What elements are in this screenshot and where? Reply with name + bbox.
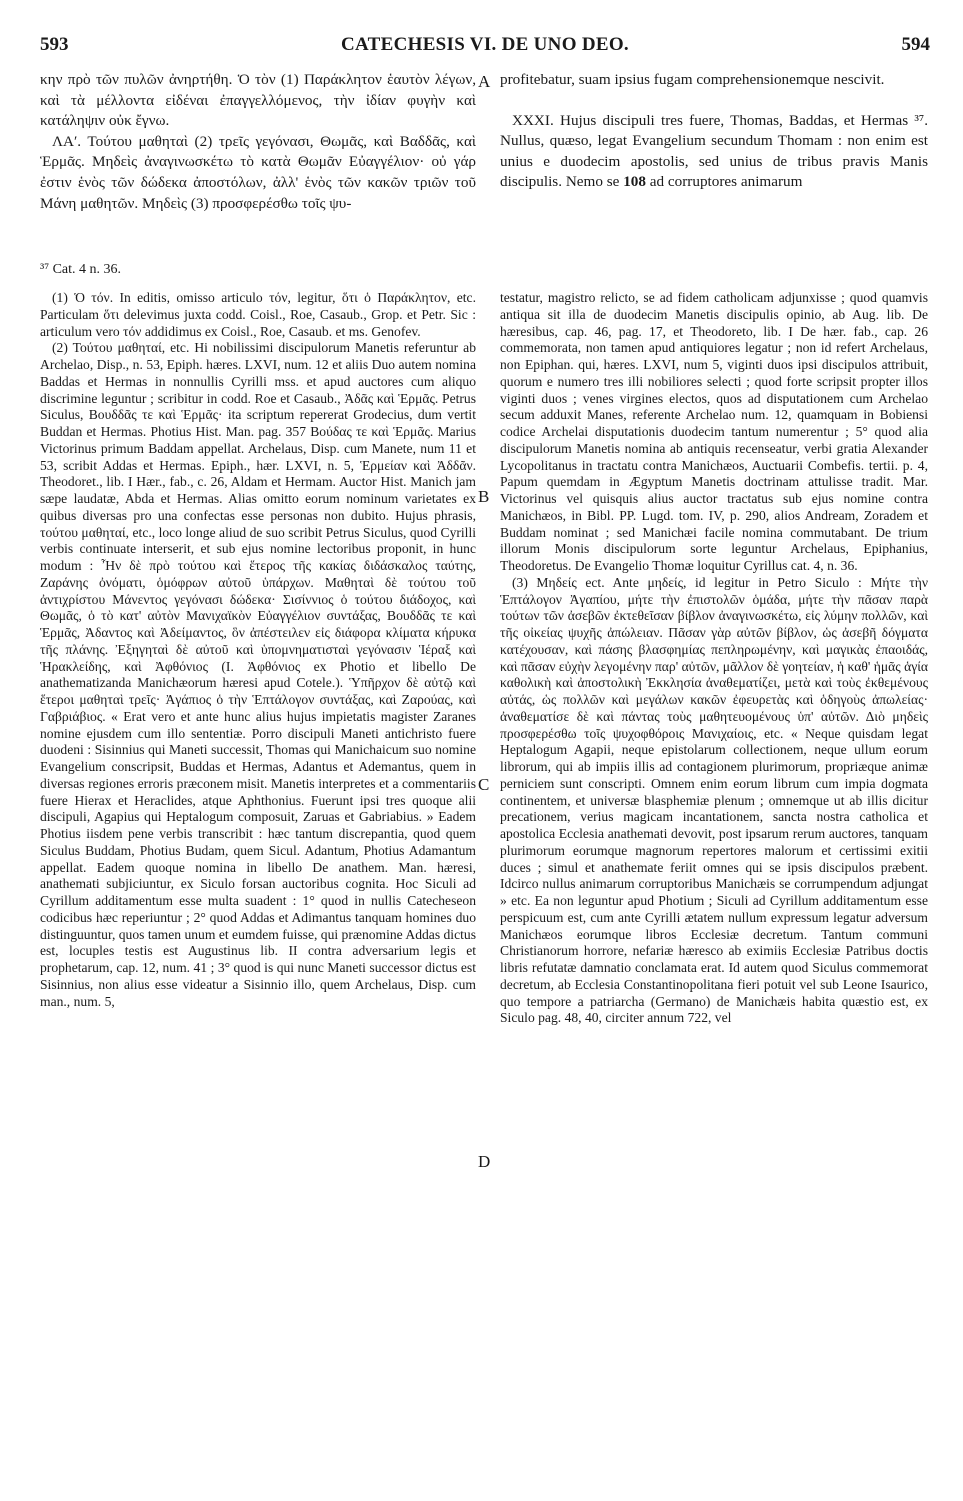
note-2: (2) Τούτου μαθηταί, etc. Hi nobilissimi discipulorum Manetis referuntur ab Archelao, Disp., n. 53, Epiph. hæres. LXVI, num. 12 et aliis Duo autem nomina Baddas et Hermas in nonnullis Cyrilli mss. et apud auctores cum aliquo discrimine leguntur ; scribitur in codd. Roe et Casaub., Ἀδᾶς καὶ Ἑρμᾶς. Petrus Siculus, Βουδδᾶς τε καὶ Ἑρμᾶς· ita scriptum repererat Grodecius, dum vertit Buddan et Hermas. Photius Hist. Man. pag. 357 Βούδας τε καὶ Ἑρμᾶς. Marius Victorinus primum Baddam appellat. Archelaus, Disp. cum Manete, num 11 et 53, scribit Addas et Hermas. Epiph., hær. LXVI, n. 5, Ἑρμείαν καὶ Ἀδδᾶν. Theodoret., lib. I Hær., fab., c. 26, Aldam et Hermam. Auctor Hist. Manich jam sæpe laudatæ, Abda et Hermas. Alias omitto eorum nominum varietates ex quibus diversas pro una confectas esse personas non dubito. Hujus phrasis, τούτου μαθηταί, etc., loco longe aliud de suo scribit Petrus Siculus, quod Cyrilli verbis continuate interserit, et sub ejus nomine lectoribus proponit, in hunc modum : Ἦν δὲ πρὸ τούτου καὶ ἕτερος τῆς κακίας διδάσκαλος ταύτης, Ζαράνης ὀνόματι, ὁμόφρων αὐτοῦ ὑπάρχων. Μαθηταὶ δὲ τούτου τοῦ ἀντιχρίστου Μάνεντος γεγόνασι δώδεκα· Σισίννιος ὁ τούτου διάδοχος, καὶ Θωμᾶς, ὁ τὸ κατ' αὐτὸν Μανιχαϊκὸν Εὐαγγέλιον συντάξας, Βουδδᾶς τε καὶ Ἑρμᾶς, Ἀδαντος καὶ Ἀδείμαντος, ὃν ἀπέστειλεν εἰς διάφορα κλίματα κήρυκα τῆς πλάνης. Ἐξηγηταὶ δὲ αὐτοῦ καὶ ὑπομνηματισταὶ γεγόνασιν Ἱέραξ καὶ Ἡρακλείδης, καὶ Ἀφθόνιος (I. Ἀφθόνιος ex Photio et libello De anathematizanda Manichæorum hæresi apud Cotele.). Ὑπῆρχον δὲ αὐτῷ καὶ ἕτεροι μαθηταὶ τρεῖς· Ἀγάπιος ὁ τὴν Ἑπτάλογον συντάξας, καὶ Ζαρούας, καὶ Γαβριάβιος. « Erat vero et ante hunc alius hujus impietatis magister Zaranes nomine ejusdem cum illo sententiæ. Porro discipuli Maneti antichristo fuere duodeni : Sisinnius qui Maneti successit, Thomas qui Manichaicum suo nomine Evangelium conscripsit, Buddas et Hermas, Adantus et Ademantus, quem in diversas regiones erroris præconem misit. Manetis interpretes et a commentariis fuere Hierax et Heraclides, atque Aphthonius. Fuerunt ipsi tres quoque alii discipuli, Agapius qui Heptalogum composuit, Zaruas et Gabriabius. » Eadem Photius iisdem pene verbis transcribit : hæc tantum discrepantia, quod quem Siculus Buddam, Photius Budam, quem Sicul. Adantum, Photius Adamantum appellat. Eadem quoque nomina in libello De anathem. Man. hæresi, anathemati subjiciuntur, ex Siculo forsan auctoribus cognita. Hoc Siculi ad Cyrillum additamentum esse multa suadent : 1° quod in nullis Catecheseon codicibus hæc reperiuntur ; 2° quod Addas et Adimantus tanquam homines duo distinguuntur, quos tamen unum et eumdem fuisse, qui prænomine Addas dictus est, locuples testis est Augustinus lib. II contra adversarium legis et prophetarum, cap. 12, num. 41 ; 3° quod is qui nunc Maneti successor dictus est Sisinnius, non alius esse videatur a Sisinnio illo, quem Archelaus, Disp. cum man., num. 5, bbox=[40, 340, 476, 1009]
note-2-continued: testatur, magistro relicto, se ad fidem catholicam adjunxisse ; quod quamvis antiqua sit illa de duodecim Manetis discipulis opinio, ab Aug. lib. De hæresibus, cap. 46, pag. 17, et Theodoreto, lib. I De hær. fab., cap. 26 commemorata, non tamen apud antiquiores legatur ; non id refert Archelaus, non Epiphan. qui, hæres. LXVI, num 5, viginti duos ipsi discipulos attribuit, quorum e numero tres illi nobiliores selecti ; quod forte scripsit propter illos viginti duos ; venes virgines electos, quos ad disputationem cum Archelao secum adduxit Manes, referente Archelao num. 12, quamquam in Bobiensi codice Archelai disputationis duodecim tantum numerentur ; 5° quod alia discipulorum Manetis nomina ab antiquis recenseatur, verbi gratia Alexander Lycopolitanus in tractatu contra Manichæos, Auctuarii Combefis. tertii. p. 4, Papum quemdam in Ægyptum Manetis doctrinam attulisse tradit. Mar. Victorinus vel quisquis alius auctor tractatus sub ejus nomine contra Manichæos, in Bibl. PP. Lugd. tom. IV, p. 290, alios Andream, Zoradem et Buddam nominat ; sed Manichæi facile nomina commutabant. De trium illorum Monis discipulorum sorte leguntur Archelaus, Epiphanius, Theodoretus. De Evangelio Thomæ loquitur Cyrillus cat. 4, n. 36. bbox=[500, 290, 928, 573]
page-number-right: 594 bbox=[901, 34, 930, 55]
margin-letter-b: B bbox=[478, 487, 490, 506]
page-header bbox=[40, 34, 930, 56]
notes-right-column bbox=[500, 290, 928, 1027]
greek-text-column bbox=[40, 70, 476, 214]
page-number-left: 593 bbox=[40, 34, 69, 55]
margin-letter-d: D bbox=[478, 1152, 491, 1171]
notes-left-column bbox=[40, 290, 476, 1010]
running-title: CATECHESIS VI. DE UNO DEO. bbox=[341, 34, 629, 55]
greek-paragraph-2: ΛΑʹ. Τούτου μαθηταὶ (2) τρεῖς γεγόνασι, Θωμᾶς, καὶ Βαδδᾶς, καὶ Ἑρμᾶς. Μηδεὶς ἀναγινωσκέτω τὸ κατὰ Θωμᾶν Εὐαγγέλιον· οὐ γάρ ἐστιν ἑνὸς τῶν δώδεκα ἀποστόλων, ἀλλ' ἑνὸς τῶν κακῶν τριῶν τοῦ Μάνη μαθητῶν. Μηδεὶς (3) προσφερέσθω τοῖς ψυ- bbox=[40, 132, 476, 212]
latin-paragraph-2-end: ad corruptores animarum bbox=[649, 173, 803, 191]
greek-paragraph-1: κην πρὸ τῶν πυλῶν ἀνηρτήθη. Ὁ τὸν (1) Παράκλητον ἑαυτὸν λέγων, καὶ τὰ μέλλοντα εἰδέναι ἐπαγγελλόμενος, τὴν ἰδίαν φυγὴν καὶ κατάληψιν οὐκ ἔγνω. bbox=[40, 71, 476, 130]
note-3: (3) Μηδείς ect. Ante μηδείς, id legitur in Petro Siculo : Μήτε τὴν Ἑπτάλογον Ἀγαπίου, μήτε τὴν ἐπιστολῶν ὁμάδα, μήτε τὴν πᾶσαν παρὰ τούτων τῶν ἀσεβῶν ἐκτεθεῖσαν βίβλον ἀναγινωσκέτω, εἰς λύμην πολλῶν, καὶ τῆς οἰκείας ψυχῆς ἀπώλειαν. Πᾶσαν γὰρ αὐτῶν βίβλον, ὡς ἀσεβῆ δόγματα κατέχουσαν, καὶ πάσης βλασφημίας πεπληρωμένην, καὶ μαγικὰς ἐπαοιδάς, καὶ πᾶσαν εὐχὴν λεγομένην παρ' αὐτῶν, μᾶλλον δὲ γοητείαν, ἡ καθ' ἡμᾶς ἁγία καθολικὴ καὶ ἀποστολικὴ Ἐκκλησία ἀναθεματίζει, μετὰ καὶ τοὺς ἐκθεμένους αὐτάς, ὡς πολλῶν καὶ μεγάλων κακῶν ἐφευρετὰς καὶ ὁδηγοὺς ἀπωλείας· ἀναθεματίσε δὲ καὶ πάντας τοὺς μαθητευομένους ὑπ' αὐτῶν. Διὸ μηδεὶς προσφερέσθω τοῖς ψυχοφθόροις Μανιχαίοις, etc. « Neque quisdam legat Heptalogum Agapii, neque epistolarum collectionem, neque ullum eorum librorum, qui ab impiis illis ad contagionem plurimorum, propriæque animæ perniciem sunt conscripti. Omnem enim eorum librum cum impia dogmata continentem, et universæ blasphemiæ plenum ; omnemque ut ab illis dicitur precationem, verius magicam incantationem, sancta nostra catholica et apostolica Ecclesia anathemati devovit, post ipsarum rerum auctores, tanquam plurimorum eorumque magnorum repertores malorum et certissimi exitii duces ; simul et anathemate feriit omnes qui se ipsis discipulos præbent. Idcirco nullus animarum corruptoribus Manichæis se corrumpendum adjungat » etc. Ea non leguntur apud Photium ; Siculi ad Cyrillum additamentum esse perspicuum est, cum ante Cyrilli ætatem nullum expressum legatur adversum Manichæos eorumque libros Ecclesiæ decretum. Tantum communi Christianorum horrore, nefariæ hæresco ab eximiis Ecclesiæ Patribus doctis libris refutatæ damnatio conclamata erat. Id autem quod Siculus commemorat decretum, ab Ecclesia Constantinopolitana fieri potuit vel sub Leone Isaurico, quo tempore a patriarcha (Germano) de Manichæis habita quæstio est, ex Siculo pag. 48, 40, circiter annum 722, vel bbox=[500, 574, 928, 1026]
column-number: 108 bbox=[623, 173, 646, 191]
margin-letter-c: C bbox=[478, 775, 490, 794]
footnote-37: ³⁷ Cat. 4 n. 36. bbox=[40, 262, 122, 277]
latin-paragraph-2-text: XXXI. Hujus discipuli tres fuere, Thomas, Baddas, et Hermas ³⁷. Nullus, quæso, legat Evangelium secundum Thomam : non enim est unius e duodecim apostolis, sed unius de tribus pravis Manis discipulis. Nemo se bbox=[500, 111, 928, 191]
note-1: (1) Ὁ τόν. In editis, omisso articulo τόν, legitur, ὅτι ὁ Παράκλητον, etc. Particulam ὅτι delevimus juxta codd. Coisl., Roe, Casaub., Grop. et Petr. Sic : articulum vero τόν addidimus ex Coisl., Roe, Casaub. et ms. Genofev. bbox=[40, 290, 476, 339]
latin-text-column bbox=[500, 70, 928, 193]
margin-letter-a: A bbox=[478, 72, 491, 91]
latin-paragraph-2 bbox=[500, 111, 928, 193]
latin-paragraph-1: profitebatur, suam ipsius fugam comprehensionemque nescivit. bbox=[500, 71, 885, 88]
